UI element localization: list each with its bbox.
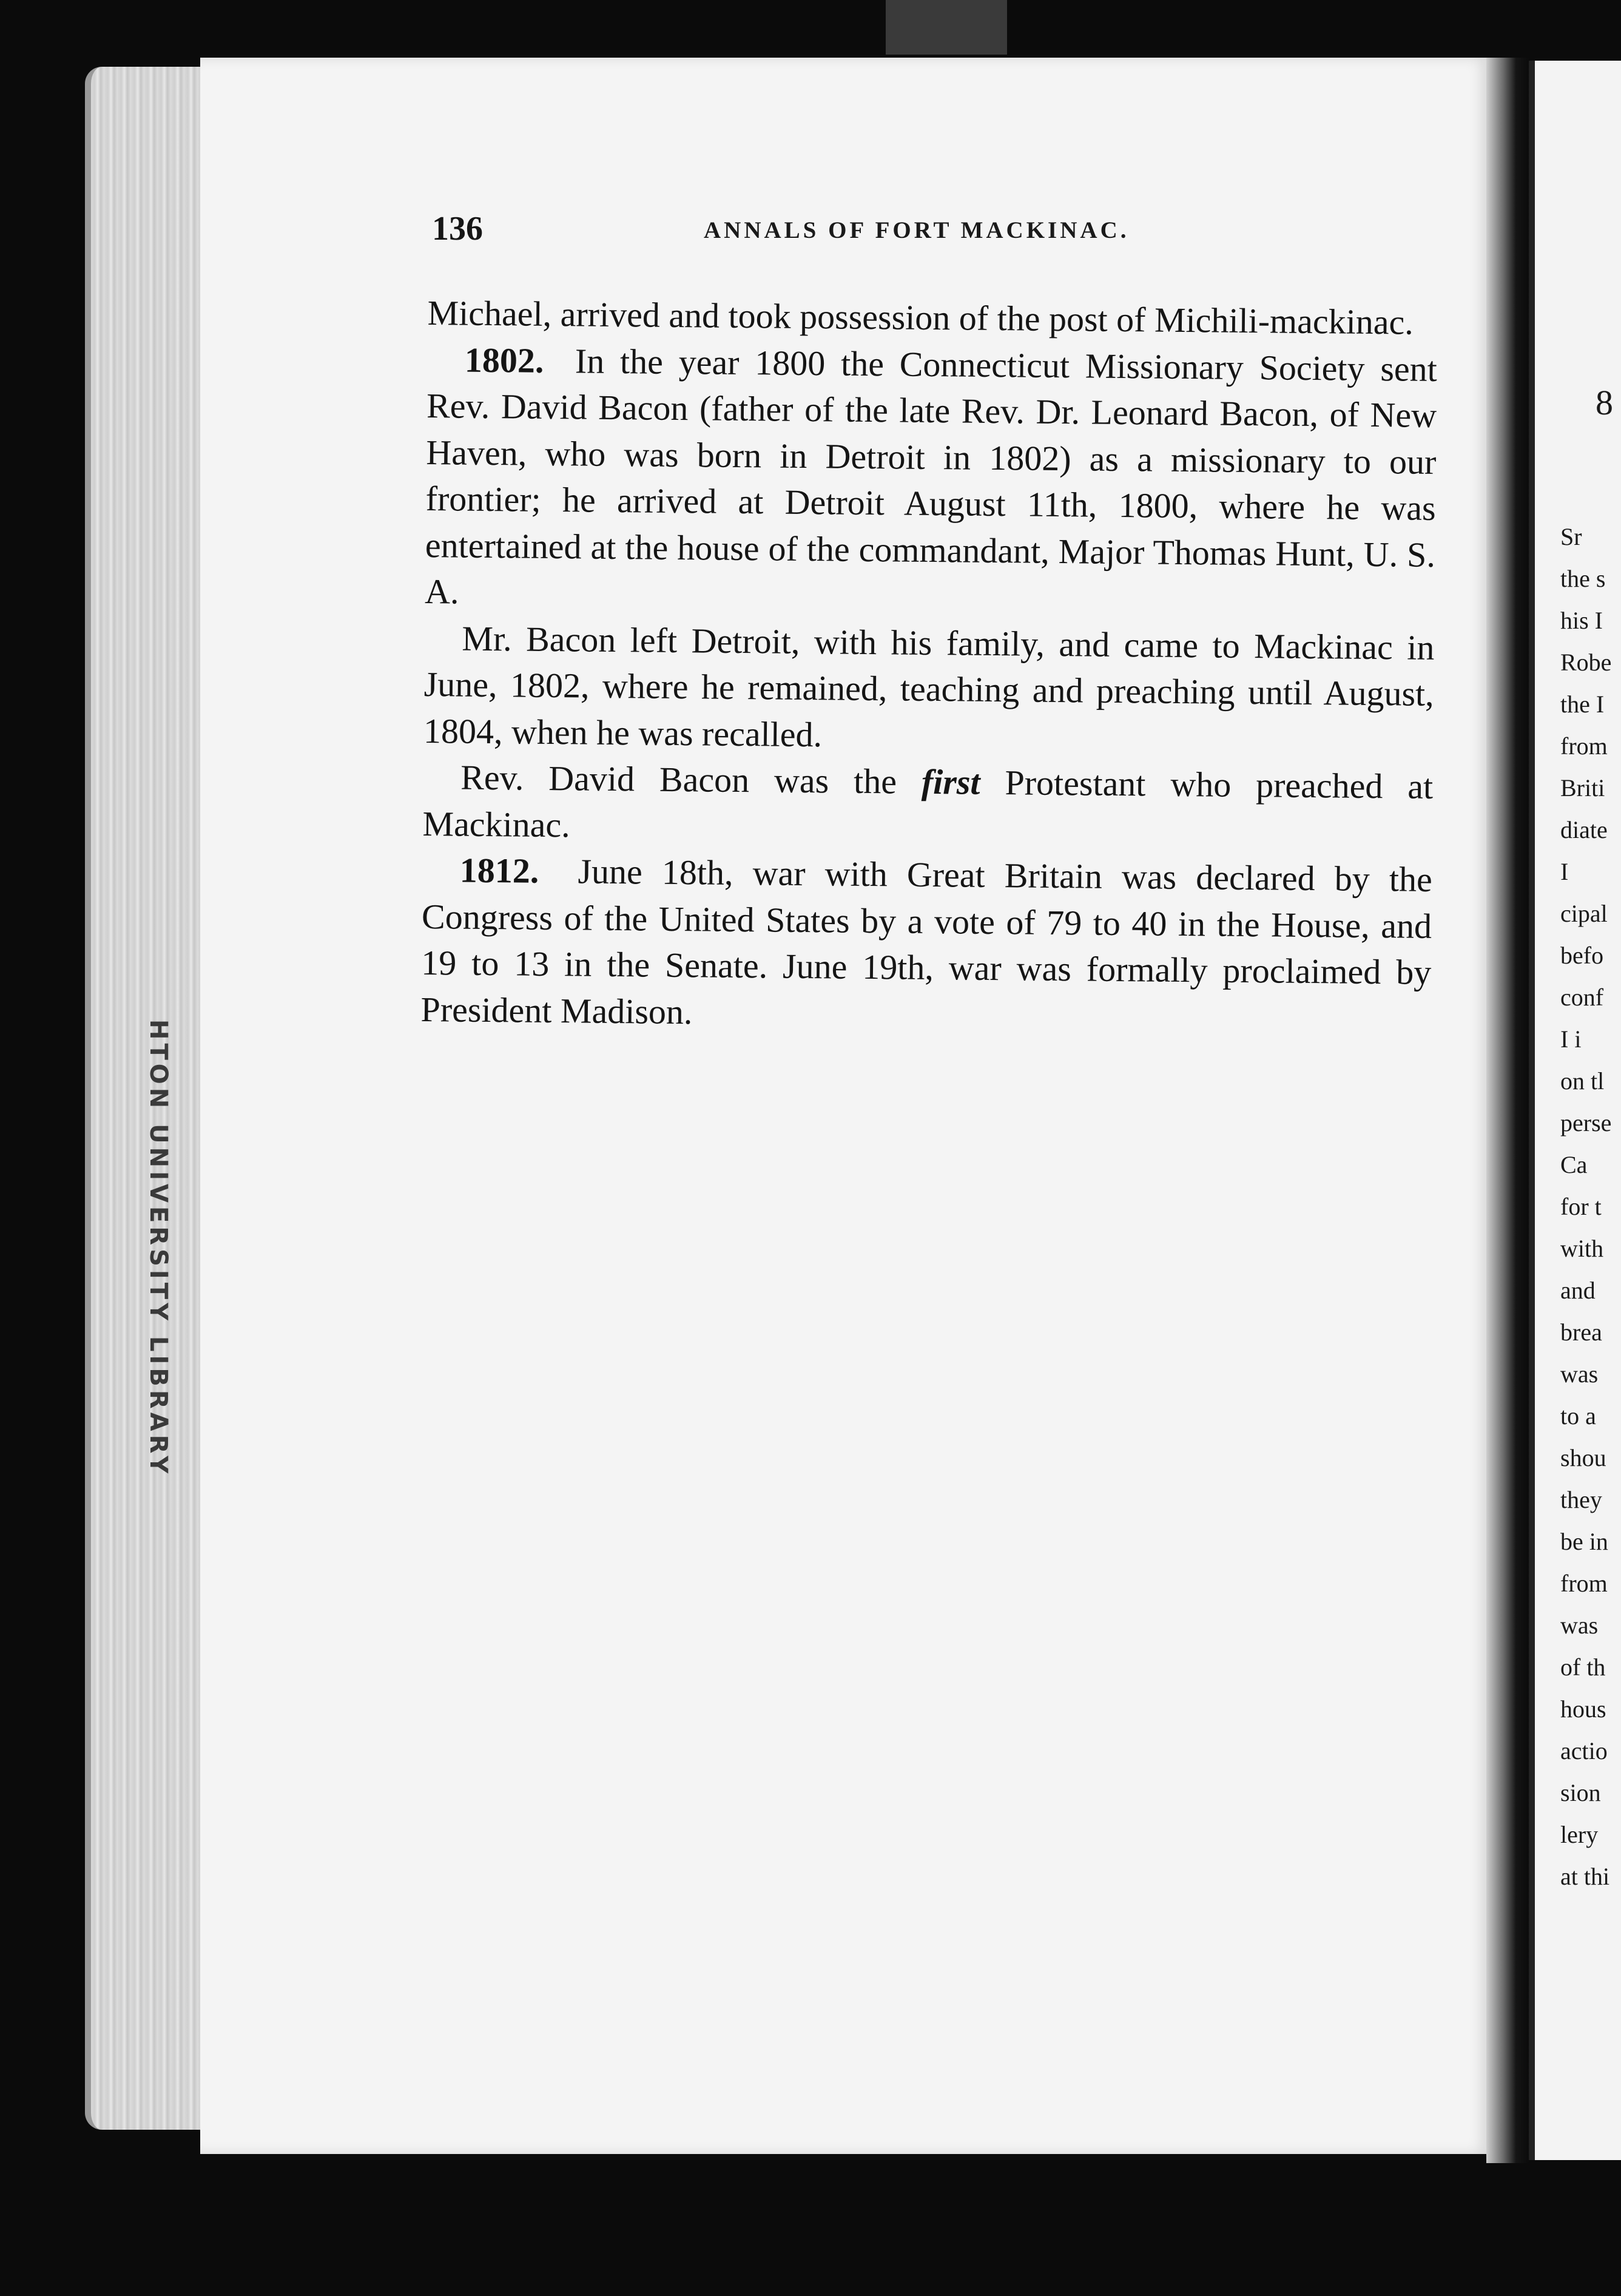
paragraph-4-emphasis: first [921,761,980,802]
adjacent-page-line-fragment: hous [1560,1695,1606,1723]
book-gutter [1486,58,1529,2163]
year-1812: 1812. [459,850,539,891]
adjacent-page-line-fragment: befo [1560,942,1604,969]
adjacent-page-line-fragment: was [1560,1612,1599,1639]
adjacent-page-line-fragment: lery [1560,1821,1599,1848]
paragraph-4-text-before: Rev. David Bacon was the [460,757,922,802]
adjacent-page-line-fragment: on tl [1560,1067,1605,1095]
adjacent-page-line-fragment: Ca [1560,1151,1588,1178]
body-text [420,290,1438,1042]
adjacent-page-line-fragment: actio [1560,1737,1608,1764]
adjacent-page-top-fragment: 8 [1596,383,1613,422]
scanner-background-notch [886,0,1007,55]
library-edge-stamp: HTON UNIVERSITY LIBRARY [144,1019,172,1477]
page-number: 136 [432,210,483,248]
paragraph-4-text-after: Protestant who preached at Mackinac. [422,762,1434,845]
adjacent-page-line-fragment: Briti [1560,774,1605,802]
paragraph-3 [423,615,1435,763]
book-title: ANNALS OF FORT MACKINAC. [704,217,1130,243]
adjacent-page-line-fragment: I i [1560,1025,1582,1053]
paragraph-4 [422,754,1433,857]
running-head [432,209,1439,252]
adjacent-page-line-fragment: to a [1560,1402,1596,1430]
adjacent-page-line-fragment: and [1560,1277,1596,1304]
adjacent-page-line-fragment: from [1560,1570,1608,1597]
adjacent-page-line-fragment: sion [1560,1779,1601,1806]
adjacent-page-line-fragment: shou [1560,1444,1606,1471]
adjacent-page-line-fragment: for t [1560,1193,1602,1220]
adjacent-page-line-fragment: the I [1560,690,1605,718]
adjacent-page-line-fragment: with [1560,1235,1604,1262]
paragraph-5-text: June 18th, war with Great Britain was declared by the Congress of the United States by a vote of 79 to 40 in the House, and 19 to 13 in the Senate. June 19th, war was formally proclaimed by President Madison. [420,851,1433,1032]
adjacent-page-line-fragment: be in [1560,1528,1608,1555]
adjacent-page-line-fragment: I [1560,858,1569,885]
adjacent-page-line-fragment: diate [1560,816,1608,843]
adjacent-page-line-fragment: of th [1560,1653,1606,1681]
adjacent-page-line-fragment: the s [1560,565,1606,592]
paragraph-3-text: Mr. Bacon left Detroit, with his family, and came to Mackinac in June, 1802, where he remained, teaching and preaching until August, 1804, when he was recalled. [423,618,1435,754]
adjacent-page-line-fragment: from [1560,732,1608,760]
adjacent-page-line-fragment: at thi [1560,1863,1610,1890]
adjacent-page-line-fragment: his I [1560,607,1603,634]
paragraph-2 [425,336,1437,624]
adjacent-page-line-fragment: perse [1560,1109,1612,1136]
adjacent-page-line-fragment: Sr [1560,523,1582,550]
adjacent-page-line-fragment: Robe [1560,649,1612,676]
paragraph-2-text: In the year 1800 the Connecticut Missionary Society sent Rev. David Bacon (father of the late Rev. Dr. Leonard Bacon, of New Haven, who was born in Detroit in 1802) as a missionary to our frontier; he arrived at Detroit August 11th, 1800, where he was entertained at the house of the commandant, Major Thomas Hunt, U. S. A. [424,340,1438,612]
adjacent-page-line-fragment: conf [1560,984,1604,1011]
adjacent-page-fragments [1560,516,1621,1897]
year-1802: 1802. [464,340,544,380]
adjacent-page-line-fragment: cipal [1560,900,1608,927]
adjacent-page-line-fragment: was [1560,1360,1599,1388]
adjacent-page-line-fragment: they [1560,1486,1602,1513]
paragraph-1-text: Michael, arrived and took possession of the post of Michili-mackinac. [427,292,1414,342]
adjacent-page-line-fragment: brea [1560,1319,1602,1346]
paragraph-5 [420,847,1432,1042]
